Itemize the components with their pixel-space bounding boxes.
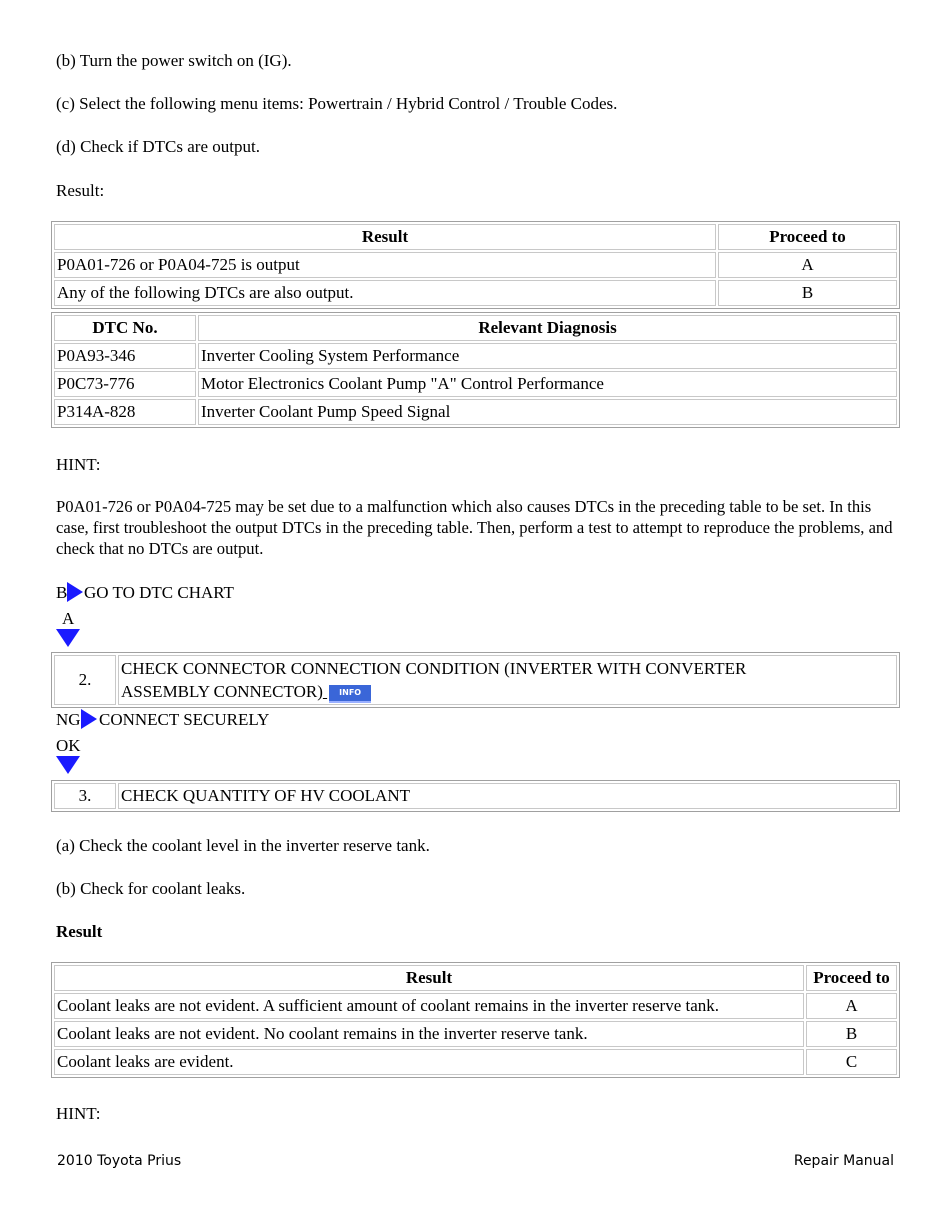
footer-right: Repair Manual xyxy=(793,1153,894,1169)
branch-label-b: B xyxy=(56,583,68,602)
dtc-table xyxy=(51,312,900,428)
result-label: Result: xyxy=(56,181,105,200)
header-proceed-to: Proceed to xyxy=(718,224,897,250)
table-header-row xyxy=(54,965,897,991)
arrow-right-icon xyxy=(81,709,97,729)
table-row xyxy=(54,343,897,369)
dtc-code-cell: P0C73-776 xyxy=(54,371,196,397)
hint-label: HINT: xyxy=(56,455,101,474)
connect-securely-link[interactable]: CONNECT SECURELY xyxy=(99,710,270,729)
result-table-1 xyxy=(51,221,900,309)
down-label-a: A xyxy=(62,609,75,628)
table-row xyxy=(54,399,897,425)
hint-text: P0A01-726 or P0A04-725 may be set due to a malfunction which also causes DTCs in the preceding table to be set. In this case, first troubleshoot the output DTCs in the preceding table. Then, perform a test to attempt to reproduce the problems, and check that no DTCs are output. xyxy=(56,497,893,558)
diagnosis-cell: Inverter Coolant Pump Speed Signal xyxy=(198,399,897,425)
step-row xyxy=(54,655,897,705)
header-result: Result xyxy=(54,224,716,250)
header-relevant-diagnosis: Relevant Diagnosis xyxy=(198,315,897,341)
table-header-row xyxy=(54,315,897,341)
proceed-cell: B xyxy=(718,280,897,306)
proceed-cell: B xyxy=(806,1021,897,1047)
step-number: 3. xyxy=(54,783,116,809)
table-header-row xyxy=(54,224,897,250)
header-result: Result xyxy=(54,965,804,991)
step-title-line-1: CHECK CONNECTOR CONNECTION CONDITION (INVERTER WITH CONVERTER xyxy=(121,659,747,678)
go-to-dtc-chart-link[interactable]: GO TO DTC CHART xyxy=(84,583,234,602)
result-heading: Result xyxy=(56,922,103,941)
result-cell: P0A01-726 or P0A04-725 is output xyxy=(54,252,716,278)
table-row xyxy=(54,280,897,306)
result-cell: Coolant leaks are not evident. A sufficient amount of coolant remains in the inverter reserve tank. xyxy=(54,993,804,1019)
header-dtc-no: DTC No. xyxy=(54,315,196,341)
result-cell: Coolant leaks are evident. xyxy=(54,1049,804,1075)
proceed-cell: A xyxy=(718,252,897,278)
hint-label: HINT: xyxy=(56,1104,101,1123)
table-row xyxy=(54,1021,897,1047)
step-title: CHECK QUANTITY OF HV COOLANT xyxy=(118,783,897,809)
dtc-code-cell: P0A93-346 xyxy=(54,343,196,369)
table-row xyxy=(54,252,897,278)
dtc-code-cell: P314A-828 xyxy=(54,399,196,425)
info-button[interactable]: INFO xyxy=(329,685,371,703)
table-row xyxy=(54,993,897,1019)
table-row xyxy=(54,1049,897,1075)
step-b-text: (b) Turn the power switch on (IG). xyxy=(56,51,292,70)
down-label-ok: OK xyxy=(56,736,81,755)
step-3-box xyxy=(51,780,900,812)
step-d-text: (d) Check if DTCs are output. xyxy=(56,137,260,156)
diagnosis-cell: Inverter Cooling System Performance xyxy=(198,343,897,369)
step-row xyxy=(54,783,897,809)
table-row xyxy=(54,371,897,397)
step-title-line-2: ASSEMBLY CONNECTOR) xyxy=(121,682,323,701)
result-cell: Coolant leaks are not evident. No coolant remains in the inverter reserve tank. xyxy=(54,1021,804,1047)
step-title xyxy=(118,655,897,705)
arrow-right-icon xyxy=(67,582,83,602)
step-number: 2. xyxy=(54,655,116,705)
step-3-sub-a: (a) Check the coolant level in the inverter reserve tank. xyxy=(56,836,430,855)
result-table-2 xyxy=(51,962,900,1078)
proceed-cell: C xyxy=(806,1049,897,1075)
step-2-box xyxy=(51,652,900,708)
arrow-down-icon xyxy=(56,756,80,774)
arrow-down-icon xyxy=(56,629,80,647)
header-proceed-to: Proceed to xyxy=(806,965,897,991)
step-c-text: (c) Select the following menu items: Powertrain / Hybrid Control / Trouble Codes. xyxy=(56,94,618,113)
branch-label-ng: NG xyxy=(56,710,81,729)
proceed-cell: A xyxy=(806,993,897,1019)
result-cell: Any of the following DTCs are also output. xyxy=(54,280,716,306)
diagnosis-cell: Motor Electronics Coolant Pump "A" Control Performance xyxy=(198,371,897,397)
step-3-sub-b: (b) Check for coolant leaks. xyxy=(56,879,246,898)
footer-left: 2010 Toyota Prius xyxy=(57,1153,182,1169)
